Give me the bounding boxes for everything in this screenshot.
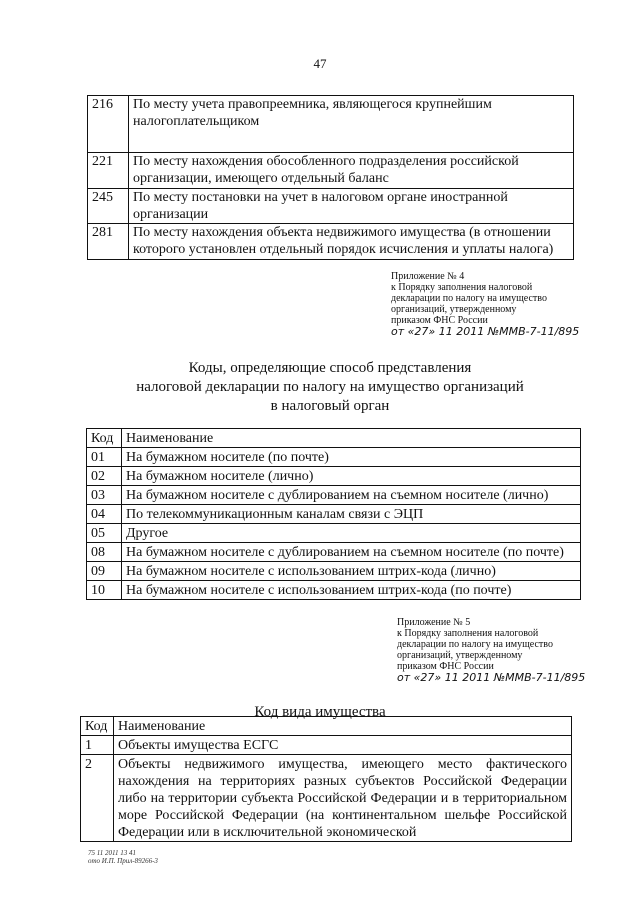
row-name: Объекты недвижимого имущества, имеющего место фактического нахождения на территориях разных субъектов Российской Федерации либо на территории субъекта Российской Федерации и в территориальном море Российской Федерации (на континентальном шельфе Российской Федерации или в исключительной экономической	[114, 755, 572, 842]
footer-line: ото И.П. Прил-89266-3	[88, 857, 158, 865]
table-row	[87, 448, 581, 467]
footer-line: 75 11 2011 13 41	[88, 849, 136, 857]
row-code: 09	[87, 562, 122, 581]
table-header-row	[87, 429, 581, 448]
appendix-line: декларации по налогу на имущество	[391, 293, 547, 304]
row-code: 10	[87, 581, 122, 600]
section-title-submission-method	[110, 359, 550, 416]
appendix-date-line: от «27» 11 2011 №ММВ-7-11/895	[397, 671, 586, 684]
table-row	[87, 486, 581, 505]
table-row	[88, 96, 574, 153]
submission-method-codes-table	[86, 428, 581, 600]
row-code: 281	[88, 224, 129, 260]
row-code: 1	[81, 736, 114, 755]
row-text: По месту нахождения объекта недвижимого имущества (в отношении которого установлен отдельный порядок исчисления и уплаты налога)	[129, 224, 574, 260]
appendix-line: приказом ФНС России	[397, 661, 494, 672]
table-row	[88, 224, 574, 260]
row-code: 03	[87, 486, 122, 505]
row-code: 04	[87, 505, 122, 524]
row-name: На бумажном носителе с использованием штрих-кода (лично)	[122, 562, 581, 581]
page-number: 47	[313, 56, 327, 71]
row-name: На бумажном носителе с использованием штрих-кода (по почте)	[122, 581, 581, 600]
row-text: По месту постановки на учет в налоговом органе иностранной организации	[129, 189, 574, 224]
appendix-line: к Порядку заполнения налоговой	[391, 282, 533, 293]
appendix-line: приказом ФНС России	[391, 315, 488, 326]
table-row	[88, 189, 574, 224]
table-row	[81, 736, 572, 755]
row-name: На бумажном носителе с дублированием на съемном носителе (по почте)	[122, 543, 581, 562]
appendix-line: декларации по налогу на имущество	[397, 639, 553, 650]
row-name: Объекты имущества ЕСГС	[114, 736, 572, 755]
title-line: в налоговый орган	[270, 398, 390, 414]
appendix-line: к Порядку заполнения налоговой	[397, 628, 539, 639]
row-code: 216	[88, 96, 129, 153]
row-text: По месту учета правопреемника, являющегося крупнейшим налогоплательщиком	[129, 96, 574, 153]
appendix-line: Приложение № 4	[391, 271, 465, 282]
table-header-row	[81, 717, 572, 736]
table-row	[87, 467, 581, 486]
row-code: 2	[81, 755, 114, 842]
row-name: На бумажном носителе с дублированием на съемном носителе (лично)	[122, 486, 581, 505]
table-row	[87, 581, 581, 600]
appendix-line: организаций, утвержденному	[397, 650, 523, 661]
header-code: Код	[87, 429, 122, 448]
section-title-property-type: Код вида имущества	[254, 704, 386, 720]
registration-place-codes-table	[87, 95, 574, 260]
row-code: 221	[88, 153, 129, 189]
appendix-5-header	[397, 617, 585, 683]
row-code: 05	[87, 524, 122, 543]
table-row	[87, 562, 581, 581]
footer-stamp	[88, 849, 158, 865]
row-name: На бумажном носителе (по почте)	[122, 448, 581, 467]
row-code: 245	[88, 189, 129, 224]
table-row	[87, 524, 581, 543]
row-name: Другое	[122, 524, 581, 543]
table-row	[87, 505, 581, 524]
header-name: Наименование	[114, 717, 572, 736]
appendix-4-header	[391, 271, 579, 337]
title-line: налоговой декларации по налогу на имущество организаций	[136, 379, 524, 395]
appendix-date-line: от «27» 11 2011 №ММВ-7-11/895	[391, 325, 580, 338]
row-name: По телекоммуникационным каналам связи с ЭЦП	[122, 505, 581, 524]
table-row	[87, 543, 581, 562]
row-name: На бумажном носителе (лично)	[122, 467, 581, 486]
table-row	[81, 755, 572, 842]
header-code: Код	[81, 717, 114, 736]
row-text: По месту нахождения обособленного подразделения российской организации, имеющего отдельный баланс	[129, 153, 574, 189]
row-code: 08	[87, 543, 122, 562]
table-row	[88, 153, 574, 189]
title-line: Коды, определяющие способ представления	[188, 360, 472, 376]
header-name: Наименование	[122, 429, 581, 448]
property-type-codes-table	[80, 716, 572, 842]
appendix-line: Приложение № 5	[397, 617, 471, 628]
appendix-line: организаций, утвержденному	[391, 304, 517, 315]
row-code: 01	[87, 448, 122, 467]
row-code: 02	[87, 467, 122, 486]
